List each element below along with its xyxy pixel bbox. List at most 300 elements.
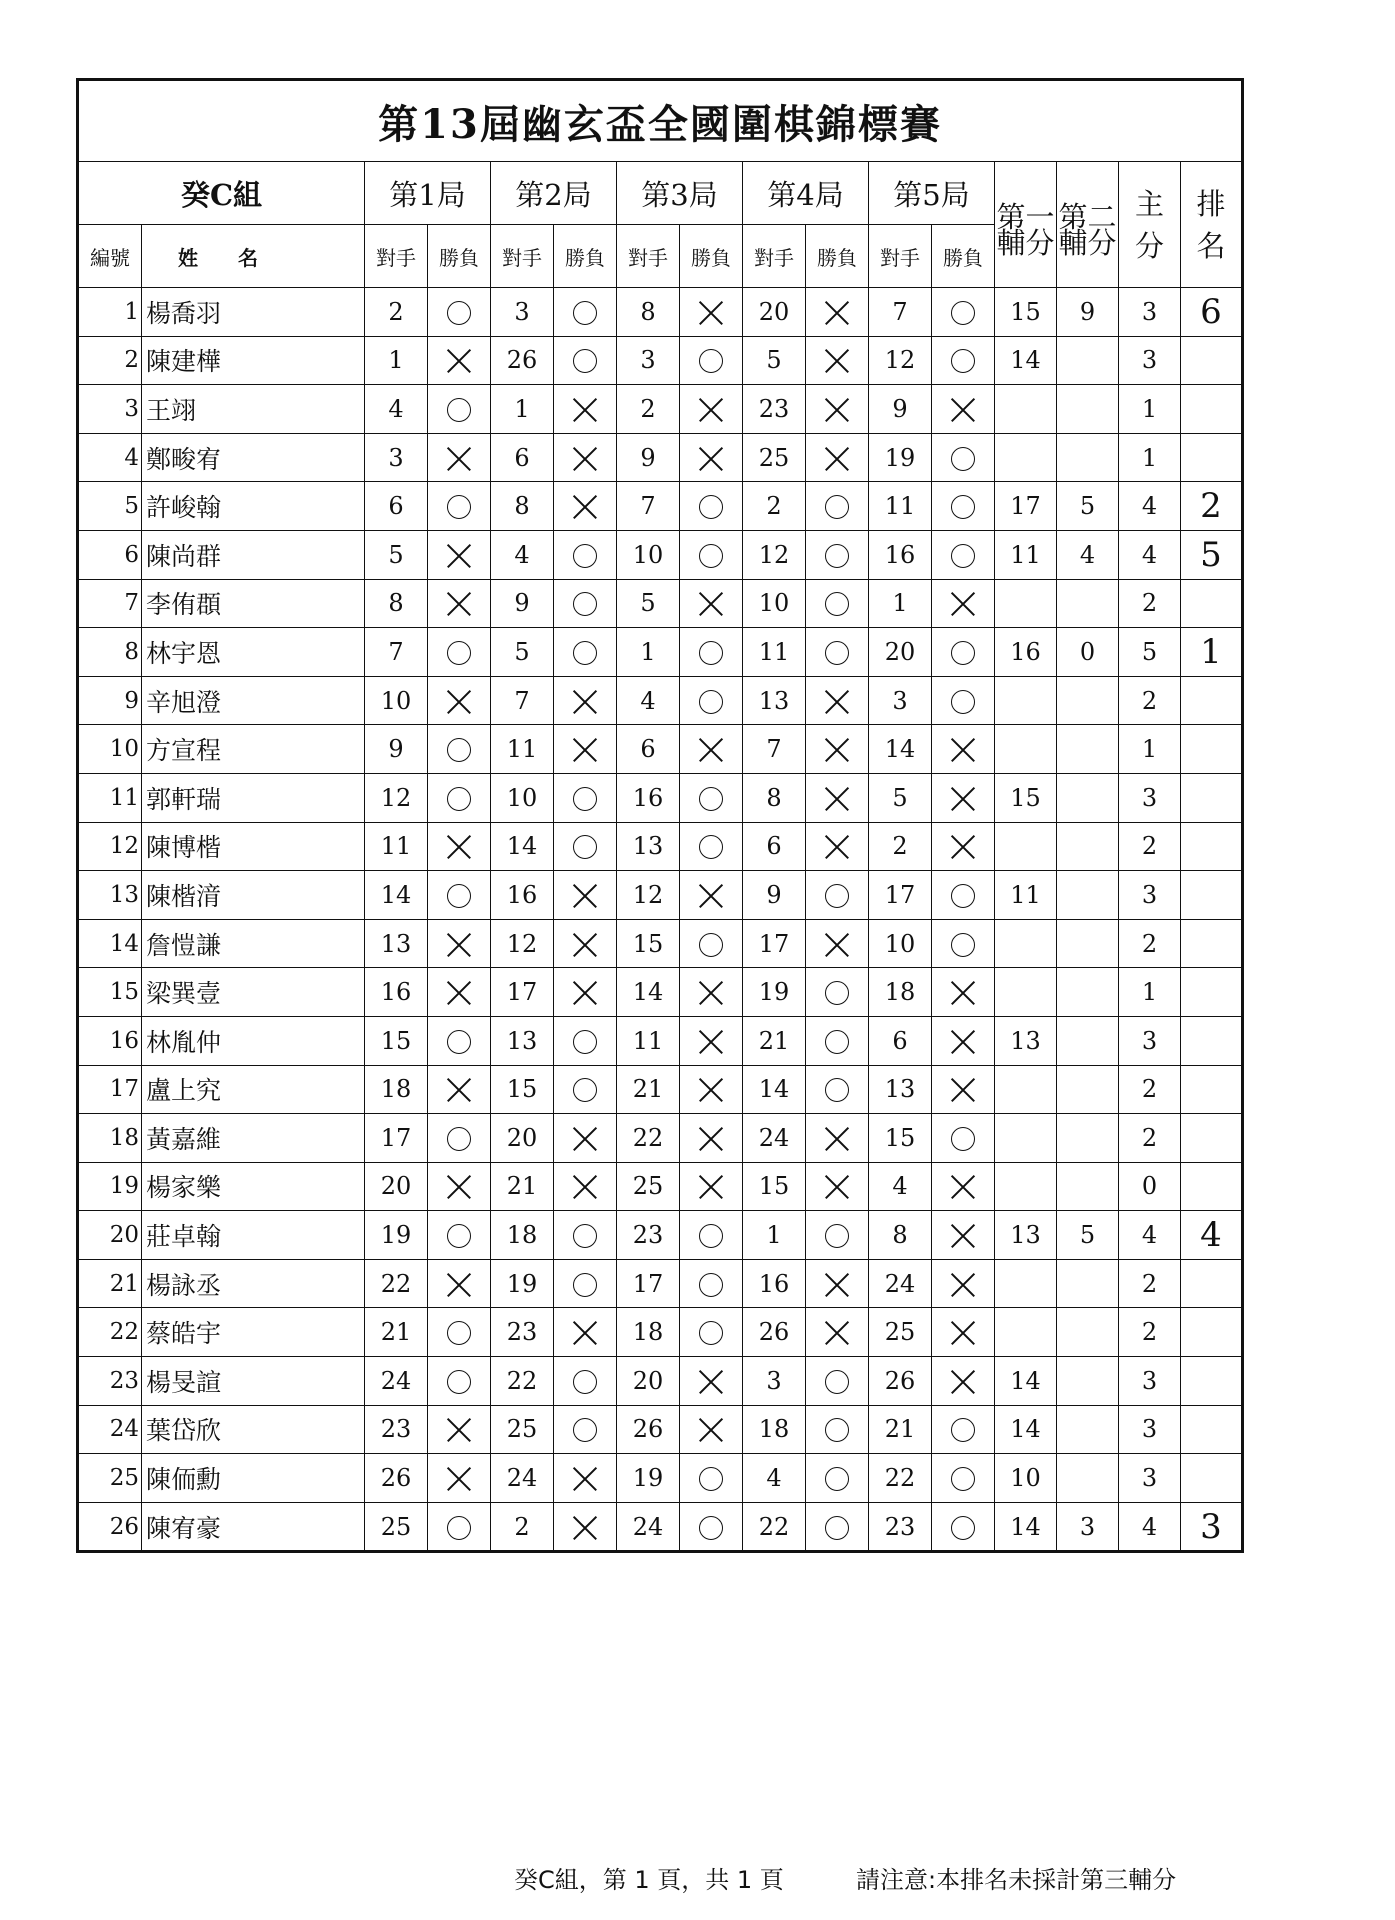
cross-loss-icon xyxy=(572,1174,598,1200)
round-5-result xyxy=(932,1405,995,1454)
player-number: 7 xyxy=(78,579,142,628)
round-3-opponent: 12 xyxy=(617,871,680,920)
round-3-result xyxy=(680,968,743,1017)
round-2-header: 第2局 xyxy=(491,162,617,225)
round-3-opponent: 18 xyxy=(617,1308,680,1357)
tiebreak1-value xyxy=(995,822,1057,871)
round-5-result xyxy=(932,1308,995,1357)
cross-loss-icon xyxy=(824,786,850,812)
tiebreak1-value: 13 xyxy=(995,1016,1057,1065)
rank-header xyxy=(1181,162,1243,288)
round-1-opponent: 23 xyxy=(365,1405,428,1454)
round-4-opponent: 9 xyxy=(743,871,806,920)
player-name: 陳博楷 xyxy=(142,822,365,871)
round-1-result xyxy=(428,482,491,531)
round-3-result xyxy=(680,385,743,434)
rank-value xyxy=(1181,725,1243,774)
round-4-result xyxy=(806,676,869,725)
circle-win-icon xyxy=(699,787,723,811)
round-3-result xyxy=(680,919,743,968)
round-4-result xyxy=(806,385,869,434)
round-5-opponent: 10 xyxy=(869,919,932,968)
table-row xyxy=(78,628,1243,677)
round-4-opponent: 2 xyxy=(743,482,806,531)
circle-win-icon xyxy=(951,884,975,908)
round-1-result xyxy=(428,773,491,822)
player-name: 許峻翰 xyxy=(142,482,365,531)
round-2-opponent: 19 xyxy=(491,1259,554,1308)
table-row xyxy=(78,919,1243,968)
tiebreak1-value xyxy=(995,968,1057,1017)
round-5-result xyxy=(932,530,995,579)
circle-win-icon xyxy=(951,447,975,471)
round-4-opponent: 22 xyxy=(743,1502,806,1552)
main-score-value: 1 xyxy=(1119,433,1181,482)
r4-opponent-header: 對手 xyxy=(743,225,806,288)
cross-loss-icon xyxy=(950,1320,976,1346)
round-5-opponent: 8 xyxy=(869,1211,932,1260)
round-2-result xyxy=(554,579,617,628)
round-5-result xyxy=(932,288,995,337)
cross-loss-icon xyxy=(698,883,724,909)
cross-loss-icon xyxy=(572,397,598,423)
round-4-result xyxy=(806,628,869,677)
tiebreak1-value xyxy=(995,919,1057,968)
circle-win-icon xyxy=(699,544,723,568)
r1-result-header: 勝負 xyxy=(428,225,491,288)
tiebreak1-value: 13 xyxy=(995,1211,1057,1260)
round-5-opponent: 16 xyxy=(869,530,932,579)
footer-note: 請注意:本排名未採計第三輔分 xyxy=(856,1866,1177,1894)
main-score-value: 1 xyxy=(1119,968,1181,1017)
round-2-opponent: 18 xyxy=(491,1211,554,1260)
round-5-opponent: 2 xyxy=(869,822,932,871)
round-3-opponent: 3 xyxy=(617,336,680,385)
rank-value xyxy=(1181,336,1243,385)
circle-win-icon xyxy=(699,495,723,519)
main-score-value: 3 xyxy=(1119,871,1181,920)
cross-loss-icon xyxy=(950,786,976,812)
cross-loss-icon xyxy=(446,1417,472,1443)
round-5-opponent: 22 xyxy=(869,1454,932,1503)
round-4-opponent: 16 xyxy=(743,1259,806,1308)
round-1-result xyxy=(428,1405,491,1454)
player-name: 鄭畯宥 xyxy=(142,433,365,482)
round-2-result xyxy=(554,482,617,531)
round-4-opponent: 5 xyxy=(743,336,806,385)
player-number: 18 xyxy=(78,1114,142,1163)
round-4-opponent: 18 xyxy=(743,1405,806,1454)
round-3-opponent: 25 xyxy=(617,1162,680,1211)
round-2-opponent: 8 xyxy=(491,482,554,531)
player-number: 10 xyxy=(78,725,142,774)
round-4-opponent: 19 xyxy=(743,968,806,1017)
cross-loss-icon xyxy=(446,591,472,617)
circle-win-icon xyxy=(825,592,849,616)
cross-loss-icon xyxy=(446,446,472,472)
tiebreak1-value: 16 xyxy=(995,628,1057,677)
round-4-opponent: 12 xyxy=(743,530,806,579)
main-score-value: 2 xyxy=(1119,822,1181,871)
tiebreak2-value: 5 xyxy=(1057,482,1119,531)
table-row xyxy=(78,1259,1243,1308)
circle-win-icon xyxy=(951,544,975,568)
cross-loss-icon xyxy=(572,494,598,520)
round-4-result xyxy=(806,919,869,968)
player-number: 1 xyxy=(78,288,142,337)
round-1-opponent: 17 xyxy=(365,1114,428,1163)
round-2-opponent: 3 xyxy=(491,288,554,337)
circle-win-icon xyxy=(825,1078,849,1102)
circle-win-icon xyxy=(825,1370,849,1394)
main-score-header-line2: 分 xyxy=(1134,228,1164,263)
tiebreak1-value: 17 xyxy=(995,482,1057,531)
round-3-opponent: 15 xyxy=(617,919,680,968)
tiebreak1-header xyxy=(995,162,1057,288)
cross-loss-icon xyxy=(446,689,472,715)
tournament-title: 第13屆幽玄盃全國圍棋錦標賽 xyxy=(78,80,1243,162)
round-2-opponent: 16 xyxy=(491,871,554,920)
round-5-result xyxy=(932,336,995,385)
rank-value xyxy=(1181,1016,1243,1065)
round-2-opponent: 21 xyxy=(491,1162,554,1211)
tiebreak2-value xyxy=(1057,773,1119,822)
player-number: 16 xyxy=(78,1016,142,1065)
circle-win-icon xyxy=(573,1030,597,1054)
circle-win-icon xyxy=(699,349,723,373)
player-name: 楊喬羽 xyxy=(142,288,365,337)
player-name: 郭軒瑞 xyxy=(142,773,365,822)
rank-value xyxy=(1181,871,1243,920)
r2-opponent-header: 對手 xyxy=(491,225,554,288)
round-4-result xyxy=(806,871,869,920)
cross-loss-icon xyxy=(698,1369,724,1395)
round-1-header: 第1局 xyxy=(365,162,491,225)
tiebreak1-value: 11 xyxy=(995,530,1057,579)
round-5-opponent: 26 xyxy=(869,1357,932,1406)
round-3-result xyxy=(680,628,743,677)
circle-win-icon xyxy=(825,1467,849,1491)
player-name: 葉岱欣 xyxy=(142,1405,365,1454)
circle-win-icon xyxy=(825,544,849,568)
cross-loss-icon xyxy=(698,1029,724,1055)
round-2-opponent: 10 xyxy=(491,773,554,822)
main-score-value: 2 xyxy=(1119,676,1181,725)
r4-result-header: 勝負 xyxy=(806,225,869,288)
round-2-result xyxy=(554,1065,617,1114)
round-4-result xyxy=(806,1065,869,1114)
cross-loss-icon xyxy=(824,1126,850,1152)
tiebreak2-value xyxy=(1057,725,1119,774)
tiebreak2-value xyxy=(1057,336,1119,385)
round-3-opponent: 16 xyxy=(617,773,680,822)
table-row xyxy=(78,1454,1243,1503)
round-3-opponent: 20 xyxy=(617,1357,680,1406)
round-4-result xyxy=(806,1211,869,1260)
round-1-opponent: 24 xyxy=(365,1357,428,1406)
round-5-result xyxy=(932,676,995,725)
cross-loss-icon xyxy=(698,737,724,763)
player-number: 24 xyxy=(78,1405,142,1454)
circle-win-icon xyxy=(573,301,597,325)
round-2-result xyxy=(554,433,617,482)
circle-win-icon xyxy=(447,738,471,762)
round-3-result xyxy=(680,1405,743,1454)
round-3-result xyxy=(680,1211,743,1260)
circle-win-icon xyxy=(699,1321,723,1345)
table-row xyxy=(78,1357,1243,1406)
round-4-result xyxy=(806,1502,869,1552)
round-1-result xyxy=(428,1114,491,1163)
round-1-result xyxy=(428,1211,491,1260)
table-row xyxy=(78,871,1243,920)
round-5-opponent: 19 xyxy=(869,433,932,482)
round-5-opponent: 4 xyxy=(869,1162,932,1211)
main-score-value: 3 xyxy=(1119,1357,1181,1406)
cross-loss-icon xyxy=(824,348,850,374)
cross-loss-icon xyxy=(572,883,598,909)
circle-win-icon xyxy=(447,884,471,908)
round-4-result xyxy=(806,1016,869,1065)
rank-value xyxy=(1181,773,1243,822)
rank-value xyxy=(1181,579,1243,628)
cross-loss-icon xyxy=(950,397,976,423)
tiebreak1-value: 15 xyxy=(995,288,1057,337)
player-number: 21 xyxy=(78,1259,142,1308)
round-4-opponent: 3 xyxy=(743,1357,806,1406)
circle-win-icon xyxy=(699,1467,723,1491)
round-5-opponent: 7 xyxy=(869,288,932,337)
rank-value: 1 xyxy=(1181,628,1243,677)
round-3-opponent: 24 xyxy=(617,1502,680,1552)
circle-win-icon xyxy=(699,835,723,859)
circle-win-icon xyxy=(447,641,471,665)
round-1-opponent: 21 xyxy=(365,1308,428,1357)
tiebreak2-value xyxy=(1057,1357,1119,1406)
tiebreak2-value xyxy=(1057,919,1119,968)
table-row xyxy=(78,676,1243,725)
rank-header-line2: 名 xyxy=(1196,228,1226,263)
circle-win-icon xyxy=(573,349,597,373)
cross-loss-icon xyxy=(824,932,850,958)
circle-win-icon xyxy=(447,301,471,325)
cross-loss-icon xyxy=(950,1029,976,1055)
main-score-value: 3 xyxy=(1119,288,1181,337)
round-4-opponent: 21 xyxy=(743,1016,806,1065)
round-3-result xyxy=(680,1259,743,1308)
round-1-opponent: 5 xyxy=(365,530,428,579)
tiebreak1-header-line2: 輔分 xyxy=(996,225,1055,260)
round-1-result xyxy=(428,822,491,871)
round-5-result xyxy=(932,433,995,482)
round-5-result xyxy=(932,1259,995,1308)
tiebreak1-value xyxy=(995,676,1057,725)
table-row xyxy=(78,336,1243,385)
round-4-opponent: 6 xyxy=(743,822,806,871)
round-4-opponent: 24 xyxy=(743,1114,806,1163)
circle-win-icon xyxy=(825,1030,849,1054)
round-5-result xyxy=(932,385,995,434)
round-1-opponent: 18 xyxy=(365,1065,428,1114)
cross-loss-icon xyxy=(572,1515,598,1541)
table-row xyxy=(78,530,1243,579)
circle-win-icon xyxy=(573,787,597,811)
round-4-result xyxy=(806,1308,869,1357)
player-number: 3 xyxy=(78,385,142,434)
cross-loss-icon xyxy=(572,737,598,763)
circle-win-icon xyxy=(951,349,975,373)
round-3-opponent: 14 xyxy=(617,968,680,1017)
round-5-result xyxy=(932,822,995,871)
rank-value xyxy=(1181,1454,1243,1503)
round-1-result xyxy=(428,676,491,725)
rank-value xyxy=(1181,1162,1243,1211)
cross-loss-icon xyxy=(824,1272,850,1298)
round-5-opponent: 5 xyxy=(869,773,932,822)
rank-value xyxy=(1181,433,1243,482)
round-5-opponent: 12 xyxy=(869,336,932,385)
round-2-result xyxy=(554,1405,617,1454)
round-1-result xyxy=(428,871,491,920)
tiebreak1-value xyxy=(995,1308,1057,1357)
round-2-opponent: 5 xyxy=(491,628,554,677)
circle-win-icon xyxy=(951,301,975,325)
tiebreak2-header-line1: 第二 xyxy=(1058,199,1117,234)
rank-value xyxy=(1181,919,1243,968)
round-2-result xyxy=(554,385,617,434)
circle-win-icon xyxy=(447,787,471,811)
tiebreak1-value: 15 xyxy=(995,773,1057,822)
main-score-value: 2 xyxy=(1119,919,1181,968)
round-3-opponent: 7 xyxy=(617,482,680,531)
round-1-result xyxy=(428,1454,491,1503)
round-4-result xyxy=(806,725,869,774)
tiebreak2-value: 4 xyxy=(1057,530,1119,579)
circle-win-icon xyxy=(573,1273,597,1297)
round-5-opponent: 20 xyxy=(869,628,932,677)
player-number: 15 xyxy=(78,968,142,1017)
number-header: 編號 xyxy=(78,225,142,288)
round-5-result xyxy=(932,1211,995,1260)
player-name: 李侑頵 xyxy=(142,579,365,628)
round-5-opponent: 11 xyxy=(869,482,932,531)
round-2-opponent: 1 xyxy=(491,385,554,434)
player-name: 楊家樂 xyxy=(142,1162,365,1211)
round-4-opponent: 4 xyxy=(743,1454,806,1503)
player-name: 陳侕勳 xyxy=(142,1454,365,1503)
cross-loss-icon xyxy=(446,834,472,860)
round-1-result xyxy=(428,1357,491,1406)
table-row xyxy=(78,1162,1243,1211)
round-2-opponent: 7 xyxy=(491,676,554,725)
circle-win-icon xyxy=(447,1224,471,1248)
round-2-opponent: 14 xyxy=(491,822,554,871)
circle-win-icon xyxy=(447,1516,471,1540)
tiebreak2-value xyxy=(1057,676,1119,725)
round-2-opponent: 2 xyxy=(491,1502,554,1552)
cross-loss-icon xyxy=(446,1174,472,1200)
player-number: 6 xyxy=(78,530,142,579)
round-5-result xyxy=(932,1065,995,1114)
player-name: 陳建樺 xyxy=(142,336,365,385)
cross-loss-icon xyxy=(446,543,472,569)
circle-win-icon xyxy=(825,1516,849,1540)
player-name: 林胤仲 xyxy=(142,1016,365,1065)
round-1-opponent: 15 xyxy=(365,1016,428,1065)
cross-loss-icon xyxy=(446,1466,472,1492)
round-1-opponent: 16 xyxy=(365,968,428,1017)
tiebreak1-value xyxy=(995,579,1057,628)
round-3-opponent: 11 xyxy=(617,1016,680,1065)
cross-loss-icon xyxy=(698,1174,724,1200)
tiebreak2-value xyxy=(1057,433,1119,482)
round-2-opponent: 11 xyxy=(491,725,554,774)
player-name: 王翊 xyxy=(142,385,365,434)
table-row xyxy=(78,1065,1243,1114)
rank-value xyxy=(1181,822,1243,871)
round-5-opponent: 6 xyxy=(869,1016,932,1065)
cross-loss-icon xyxy=(824,1174,850,1200)
table-row xyxy=(78,822,1243,871)
round-1-opponent: 13 xyxy=(365,919,428,968)
tiebreak2-value xyxy=(1057,1308,1119,1357)
round-2-result xyxy=(554,628,617,677)
cross-loss-icon xyxy=(824,834,850,860)
circle-win-icon xyxy=(825,641,849,665)
round-2-result xyxy=(554,725,617,774)
round-5-result xyxy=(932,1502,995,1552)
rank-value xyxy=(1181,385,1243,434)
circle-win-icon xyxy=(951,641,975,665)
round-2-opponent: 4 xyxy=(491,530,554,579)
table-row xyxy=(78,773,1243,822)
player-number: 2 xyxy=(78,336,142,385)
round-2-result xyxy=(554,1502,617,1552)
round-1-result xyxy=(428,725,491,774)
round-3-result xyxy=(680,1162,743,1211)
round-3-opponent: 2 xyxy=(617,385,680,434)
round-2-opponent: 24 xyxy=(491,1454,554,1503)
round-3-opponent: 21 xyxy=(617,1065,680,1114)
main-score-value: 0 xyxy=(1119,1162,1181,1211)
round-1-result xyxy=(428,1502,491,1552)
round-2-opponent: 9 xyxy=(491,579,554,628)
player-number: 26 xyxy=(78,1502,142,1552)
round-5-result xyxy=(932,1162,995,1211)
cross-loss-icon xyxy=(950,1077,976,1103)
cross-loss-icon xyxy=(572,1466,598,1492)
round-4-opponent: 26 xyxy=(743,1308,806,1357)
round-5-result xyxy=(932,579,995,628)
main-score-value: 3 xyxy=(1119,1405,1181,1454)
main-score-value: 1 xyxy=(1119,385,1181,434)
name-header: 姓 名 xyxy=(142,225,365,288)
round-3-result xyxy=(680,1357,743,1406)
round-5-result xyxy=(932,871,995,920)
circle-win-icon xyxy=(951,495,975,519)
table-row xyxy=(78,725,1243,774)
tiebreak2-value: 3 xyxy=(1057,1502,1119,1552)
round-4-opponent: 14 xyxy=(743,1065,806,1114)
round-3-header: 第3局 xyxy=(617,162,743,225)
round-5-opponent: 3 xyxy=(869,676,932,725)
round-3-result xyxy=(680,433,743,482)
table-row xyxy=(78,1502,1243,1552)
tiebreak1-value xyxy=(995,385,1057,434)
table-row xyxy=(78,1211,1243,1260)
round-4-opponent: 8 xyxy=(743,773,806,822)
cross-loss-icon xyxy=(572,932,598,958)
